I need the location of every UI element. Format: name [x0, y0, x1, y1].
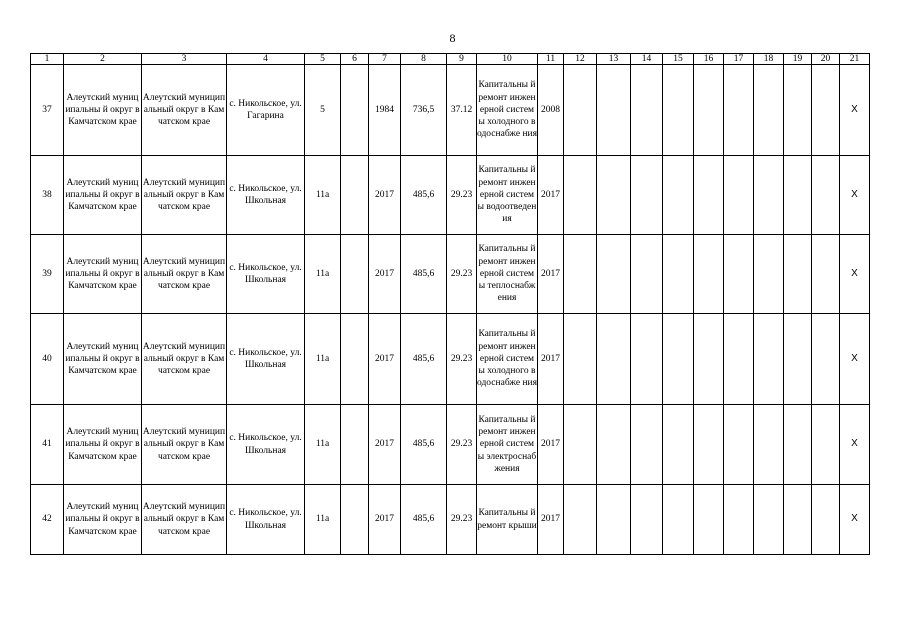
house-number-cell: 11а [305, 235, 341, 314]
header-cell: 18 [754, 54, 784, 65]
house-number-cell: 11а [305, 485, 341, 555]
empty-cell [754, 156, 784, 235]
area-cell: 736,5 [401, 65, 447, 156]
work-year-cell: 2017 [538, 485, 564, 555]
empty-cell [724, 314, 754, 405]
header-cell: 2 [64, 54, 142, 65]
empty-cell [784, 156, 812, 235]
header-cell: 5 [305, 54, 341, 65]
empty-cell [694, 65, 724, 156]
column-6-cell [341, 405, 369, 485]
table-row [31, 235, 870, 314]
empty-cell [812, 156, 840, 235]
area-cell: 485,6 [401, 156, 447, 235]
area-cell: 485,6 [401, 405, 447, 485]
work-year-cell: 2017 [538, 405, 564, 485]
district-cell: Алеутский муниципальны й округ в Камчатском крае [64, 65, 142, 156]
empty-cell [597, 405, 631, 485]
municipality-cell: Алеутский муниципальный округ в Камчатском крае [142, 156, 227, 235]
empty-cell [597, 314, 631, 405]
empty-cell [754, 314, 784, 405]
work-year-cell: 2008 [538, 65, 564, 156]
area-cell: 485,6 [401, 235, 447, 314]
mark-cell: X [840, 156, 870, 235]
header-cell: 10 [477, 54, 538, 65]
empty-cell [597, 156, 631, 235]
mark-cell: X [840, 235, 870, 314]
empty-cell [694, 485, 724, 555]
empty-cell [784, 485, 812, 555]
mark-cell: X [840, 485, 870, 555]
house-number-cell: 5 [305, 65, 341, 156]
header-cell: 1 [31, 54, 64, 65]
empty-cell [812, 485, 840, 555]
empty-cell [597, 235, 631, 314]
header-cell: 17 [724, 54, 754, 65]
column-9-cell: 29.23 [447, 485, 477, 555]
empty-cell [597, 485, 631, 555]
page-number: 8 [449, 31, 456, 45]
address-cell: с. Никольское, ул. Школьная [227, 235, 305, 314]
empty-cell [724, 65, 754, 156]
row-number-cell: 37 [31, 65, 64, 156]
column-6-cell [341, 314, 369, 405]
column-9-cell: 29.23 [447, 405, 477, 485]
empty-cell [724, 485, 754, 555]
empty-cell [694, 235, 724, 314]
empty-cell [597, 65, 631, 156]
empty-cell [631, 65, 663, 156]
header-cell: 14 [631, 54, 663, 65]
empty-cell [812, 405, 840, 485]
table-row [31, 65, 870, 156]
empty-cell [631, 485, 663, 555]
work-year-cell: 2017 [538, 156, 564, 235]
work-year-cell: 2017 [538, 314, 564, 405]
empty-cell [631, 235, 663, 314]
address-cell: с. Никольское, ул. Гагарина [227, 65, 305, 156]
work-type-cell: Капитальны й ремонт инженерной системы холодного водоснабже ния [477, 314, 538, 405]
district-cell: Алеутский муниципальны й округ в Камчатском крае [64, 235, 142, 314]
empty-cell [784, 314, 812, 405]
municipality-cell: Алеутский муниципальный округ в Камчатском крае [142, 65, 227, 156]
empty-cell [724, 235, 754, 314]
column-9-cell: 37.12 [447, 65, 477, 156]
mark-cell: X [840, 314, 870, 405]
header-cell: 9 [447, 54, 477, 65]
house-number-cell: 11а [305, 314, 341, 405]
header-cell: 3 [142, 54, 227, 65]
house-number-cell: 11а [305, 156, 341, 235]
empty-cell [694, 314, 724, 405]
district-cell: Алеутский муниципальны й округ в Камчатском крае [64, 485, 142, 555]
empty-cell [724, 405, 754, 485]
build-year-cell: 2017 [369, 156, 401, 235]
column-6-cell [341, 485, 369, 555]
work-type-cell: Капитальны й ремонт инженерной системы электроснаб жения [477, 405, 538, 485]
work-type-cell: Капитальны й ремонт инженерной системы холодного водоснабже ния [477, 65, 538, 156]
column-number-row [31, 54, 870, 65]
repair-table [30, 53, 870, 555]
empty-cell [754, 405, 784, 485]
work-type-cell: Капитальны й ремонт инженерной системы теплоснабж ения [477, 235, 538, 314]
empty-cell [754, 485, 784, 555]
empty-cell [784, 235, 812, 314]
empty-cell [754, 65, 784, 156]
row-number-cell: 42 [31, 485, 64, 555]
empty-cell [663, 314, 694, 405]
mark-cell: X [840, 65, 870, 156]
work-type-cell: Капитальны й ремонт инженерной системы водоотведен ия [477, 156, 538, 235]
empty-cell [812, 314, 840, 405]
empty-cell [564, 485, 597, 555]
table-row [31, 314, 870, 405]
address-cell: с. Никольское, ул. Школьная [227, 485, 305, 555]
empty-cell [564, 65, 597, 156]
header-cell: 19 [784, 54, 812, 65]
empty-cell [784, 65, 812, 156]
mark-cell: X [840, 405, 870, 485]
municipality-cell: Алеутский муниципальный округ в Камчатском крае [142, 485, 227, 555]
empty-cell [631, 314, 663, 405]
row-number-cell: 40 [31, 314, 64, 405]
header-cell: 16 [694, 54, 724, 65]
municipality-cell: Алеутский муниципальный округ в Камчатском крае [142, 405, 227, 485]
empty-cell [812, 65, 840, 156]
column-6-cell [341, 156, 369, 235]
column-6-cell [341, 235, 369, 314]
address-cell: с. Никольское, ул. Школьная [227, 405, 305, 485]
table-row [31, 485, 870, 555]
column-6-cell [341, 65, 369, 156]
municipality-cell: Алеутский муниципальный округ в Камчатском крае [142, 235, 227, 314]
empty-cell [663, 235, 694, 314]
column-9-cell: 29.23 [447, 156, 477, 235]
empty-cell [663, 485, 694, 555]
empty-cell [754, 235, 784, 314]
header-cell: 6 [341, 54, 369, 65]
header-cell: 11 [538, 54, 564, 65]
house-number-cell: 11а [305, 405, 341, 485]
empty-cell [564, 405, 597, 485]
empty-cell [724, 156, 754, 235]
header-cell: 7 [369, 54, 401, 65]
work-year-cell: 2017 [538, 235, 564, 314]
column-9-cell: 29.23 [447, 314, 477, 405]
header-cell: 15 [663, 54, 694, 65]
header-cell: 20 [812, 54, 840, 65]
empty-cell [631, 405, 663, 485]
table-row [31, 156, 870, 235]
header-cell: 21 [840, 54, 870, 65]
build-year-cell: 2017 [369, 314, 401, 405]
district-cell: Алеутский муниципальны й округ в Камчатском крае [64, 156, 142, 235]
row-number-cell: 38 [31, 156, 64, 235]
empty-cell [663, 65, 694, 156]
row-number-cell: 41 [31, 405, 64, 485]
area-cell: 485,6 [401, 485, 447, 555]
empty-cell [631, 156, 663, 235]
empty-cell [694, 405, 724, 485]
empty-cell [564, 156, 597, 235]
build-year-cell: 1984 [369, 65, 401, 156]
empty-cell [564, 235, 597, 314]
build-year-cell: 2017 [369, 405, 401, 485]
empty-cell [812, 235, 840, 314]
district-cell: Алеутский муниципальны й округ в Камчатском крае [64, 314, 142, 405]
table-body [31, 54, 870, 555]
build-year-cell: 2017 [369, 485, 401, 555]
municipality-cell: Алеутский муниципальный округ в Камчатском крае [142, 314, 227, 405]
work-type-cell: Капитальны й ремонт крыши [477, 485, 538, 555]
empty-cell [694, 156, 724, 235]
district-cell: Алеутский муниципальны й округ в Камчатском крае [64, 405, 142, 485]
empty-cell [663, 405, 694, 485]
area-cell: 485,6 [401, 314, 447, 405]
empty-cell [663, 156, 694, 235]
address-cell: с. Никольское, ул. Школьная [227, 156, 305, 235]
column-9-cell: 29.23 [447, 235, 477, 314]
address-cell: с. Никольское, ул. Школьная [227, 314, 305, 405]
header-cell: 4 [227, 54, 305, 65]
build-year-cell: 2017 [369, 235, 401, 314]
row-number-cell: 39 [31, 235, 64, 314]
empty-cell [784, 405, 812, 485]
table-row [31, 405, 870, 485]
header-cell: 8 [401, 54, 447, 65]
empty-cell [564, 314, 597, 405]
header-cell: 13 [597, 54, 631, 65]
header-cell: 12 [564, 54, 597, 65]
